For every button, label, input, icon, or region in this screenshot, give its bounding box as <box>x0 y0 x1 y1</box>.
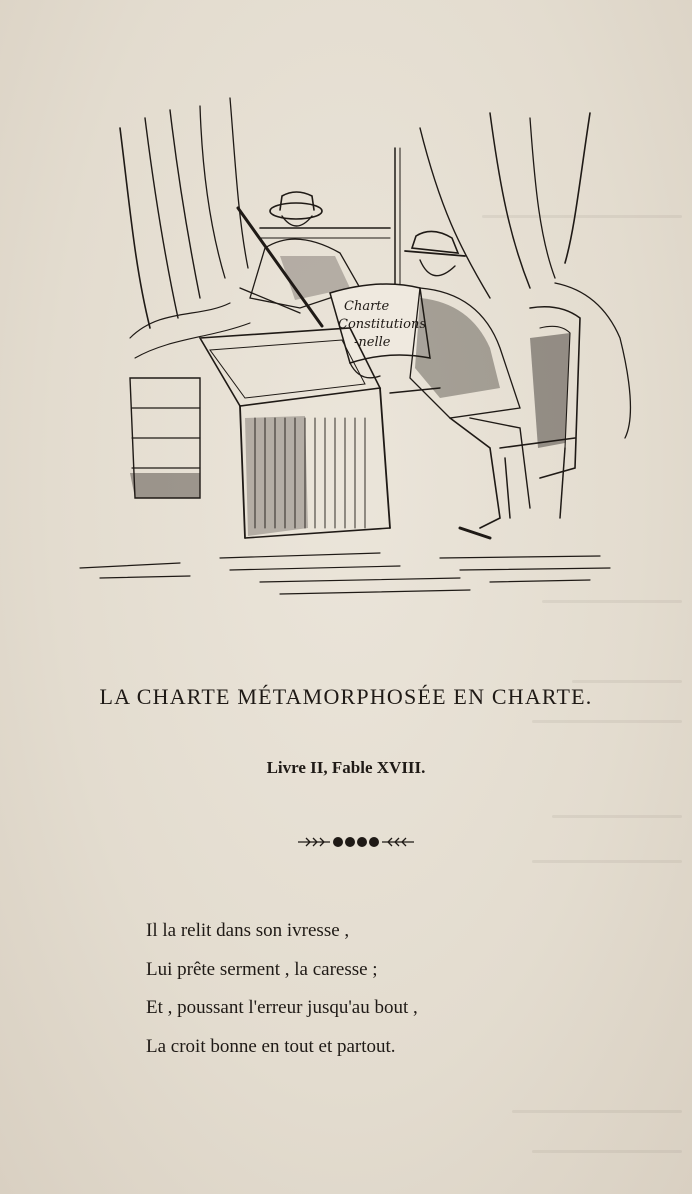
bleed-through-mark <box>532 860 682 863</box>
page-title: LA CHARTE MÉTAMORPHOSÉE EN CHARTE. <box>99 684 593 709</box>
fleuron-ornament-icon <box>296 834 416 850</box>
verse-line: Il la relit dans son ivresse , <box>146 920 350 941</box>
verse-line: Et , poussant l'erreur jusqu'au bout , <box>146 997 418 1018</box>
verse-line: La croit bonne en tout et partout. <box>146 1035 396 1057</box>
scroll-text-line1: Charte <box>344 299 390 314</box>
verse-stanza <box>146 916 606 1070</box>
bleed-through-mark <box>532 720 682 723</box>
engraving-illustration <box>60 88 650 608</box>
bleed-through-mark <box>532 1150 682 1153</box>
bleed-through-mark <box>572 680 682 683</box>
bleed-through-mark <box>552 815 682 818</box>
verse-line: Lui prête serment , la caresse ; <box>146 958 378 980</box>
fable-reference: Livre II, Fable XVIII. <box>266 758 426 777</box>
scroll-text-line3: -nelle <box>354 335 391 350</box>
bleed-through-mark <box>512 1110 682 1113</box>
scroll-text-line2: Constitutions <box>338 317 427 332</box>
